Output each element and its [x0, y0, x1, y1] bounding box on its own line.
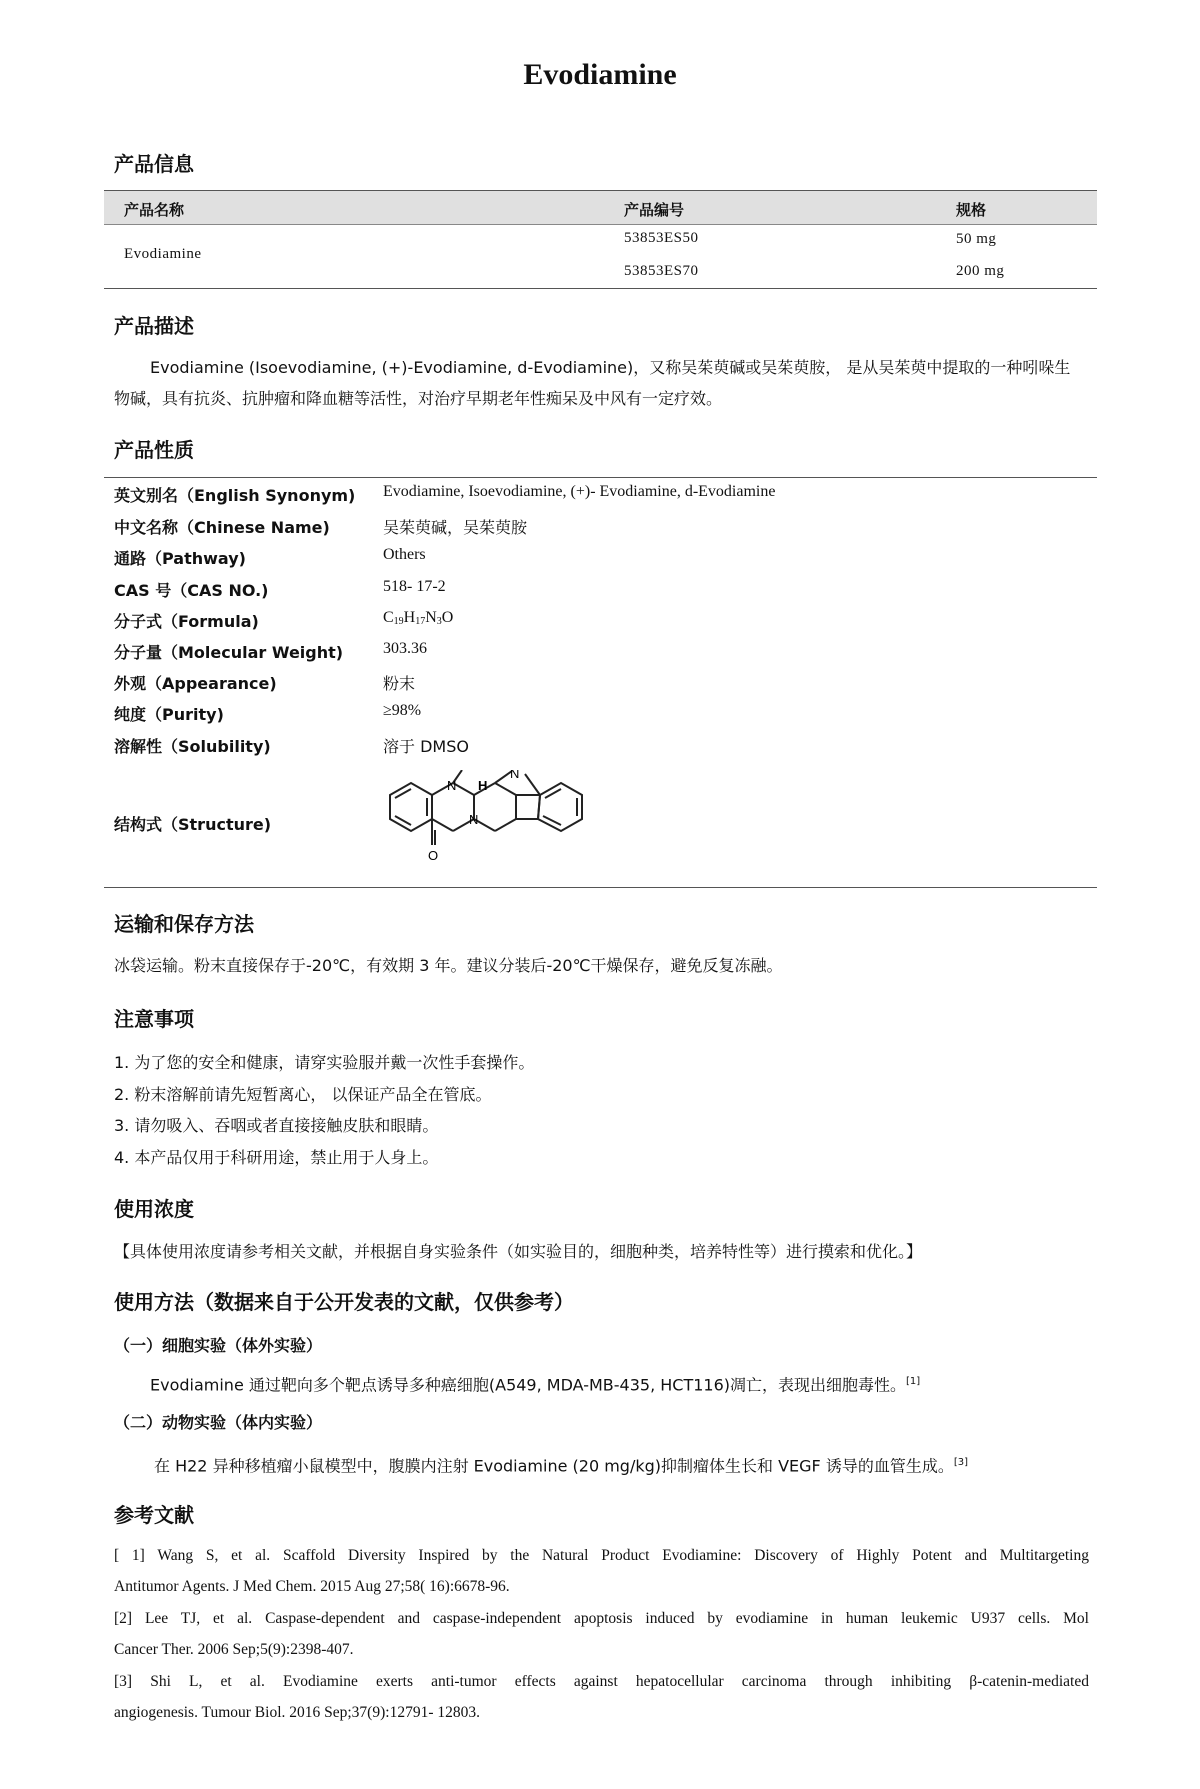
page-title: Evodiamine	[523, 58, 677, 91]
list-item: 1. 为了您的安全和健康，请穿实验服并戴一次性手套操作。	[114, 1053, 535, 1072]
properties-top-rule	[104, 477, 1097, 478]
property-value: Evodiamine, Isoevodiamine, (+)- Evodiamine, d-Evodiamine	[383, 483, 776, 500]
product-spec-cell: 50 mg	[956, 231, 997, 247]
reference-item: [2] Lee TJ, et al. Caspase-dependent and caspase-independent apoptosis induced by evodiamine in human leukemic U937 cells. Mol Cancer Ther. 2006 Sep;5(9):2398-407.	[114, 1610, 1089, 1658]
section-description-heading: 产品描述	[114, 314, 194, 338]
atom-label-n2: N	[469, 812, 479, 827]
section-method-heading: 使用方法（数据来自于公开发表的文献，仅供参考）	[114, 1290, 574, 1314]
section-concentration-heading: 使用浓度	[114, 1197, 194, 1221]
property-value: 303.36	[383, 640, 427, 657]
property-value: 溶于 DMSO	[383, 737, 469, 756]
table-bottom-rule	[104, 288, 1097, 289]
property-label: CAS 号（CAS NO.)	[114, 581, 269, 600]
property-label: 英文别名（English Synonym)	[114, 486, 356, 505]
atom-label-o: O	[428, 848, 439, 863]
section-shipping-heading: 运输和保存方法	[114, 912, 254, 936]
product-code-cell: 53853ES70	[624, 263, 699, 279]
animal-experiment-title: （二）动物实验（体内实验）	[114, 1413, 323, 1432]
property-value: ≥98%	[383, 702, 422, 719]
list-item: 3. 请勿吸入、吞咽或者直接接触皮肤和眼睛。	[114, 1116, 439, 1135]
property-label: 纯度（Purity)	[114, 705, 224, 724]
list-item: 4. 本产品仅用于科研用途，禁止用于人身上。	[114, 1148, 439, 1167]
citation-3: [3]	[953, 1457, 969, 1468]
citation-1: [1]	[906, 1376, 921, 1387]
section-references-heading: 参考文献	[114, 1503, 194, 1527]
atom-label-h: H	[478, 778, 488, 793]
description-line-1: Evodiamine (Isoevodiamine, (+)-Evodiamine, d-Evodiamine)，又称吴茱萸碱或吴茱萸胺， 是从吴茱萸中提取的一种吲哚生	[150, 358, 1071, 377]
property-label: 溶解性（Solubility)	[114, 737, 271, 756]
property-label: 通路（Pathway)	[114, 549, 246, 568]
shipping-text: 冰袋运输。粉末直接保存于-20℃，有效期 3 年。建议分装后-20℃干燥保存，避免反复冻融。	[114, 956, 783, 975]
property-value: 吴茱萸碱，吴茱萸胺	[383, 520, 528, 537]
list-item: 2. 粉末溶解前请先短暂离心， 以保证产品全在管底。	[114, 1085, 492, 1104]
product-name-cell: Evodiamine	[124, 246, 202, 262]
section-properties-heading: 产品性质	[114, 438, 194, 462]
header-spec: 规格	[956, 201, 987, 219]
reference-item: [3] Shi L, et al. Evodiamine exerts anti-tumor effects against hepatocellular carcinoma through inhibiting β-catenin-mediated angiogenesis. Tumour Biol. 2016 Sep;37(9):12791- 12803.	[114, 1673, 1089, 1721]
atom-label-n-methyl: N	[447, 778, 457, 793]
property-label: 分子式（Formula)	[114, 612, 259, 631]
product-table-header	[104, 190, 1097, 225]
product-code-cell: 53853ES50	[624, 230, 699, 246]
structure-diagram	[380, 770, 620, 882]
reference-item: [ 1] Wang S, et al. Scaffold Diversity Inspired by the Natural Product Evodiamine: Discovery of Highly Potent and Multitargeting Antitumor Agents. J Med Chem. 2015 Aug 27;58( 16):6678-96.	[114, 1547, 1089, 1595]
header-product-code: 产品编号	[624, 201, 685, 219]
concentration-text: 【具体使用浓度请参考相关文献，并根据自身实验条件（如实验目的，细胞种类，培养特性等）进行摸索和优化。】	[114, 1242, 923, 1261]
property-value: Others	[383, 546, 426, 563]
atom-label-nh-h	[512, 770, 520, 771]
property-label: 外观（Appearance)	[114, 674, 277, 693]
cell-experiment-text: Evodiamine 通过靶向多个靶点诱导多种癌细胞(A549, MDA-MB-435, HCT116)凋亡，表现出细胞毒性。[1]	[150, 1375, 921, 1395]
section-product-info-heading: 产品信息	[114, 152, 194, 176]
cell-experiment-title: （一）细胞实验（体外实验）	[114, 1336, 323, 1355]
property-label: 结构式（Structure)	[114, 815, 272, 834]
section-notes-heading: 注意事项	[114, 1007, 194, 1031]
benzene-ring-left	[390, 783, 432, 831]
product-spec-cell: 200 mg	[956, 263, 1005, 279]
property-label: 分子量（Molecular Weight)	[114, 643, 344, 662]
header-product-name: 产品名称	[124, 201, 185, 219]
property-label: 中文名称（Chinese Name)	[114, 518, 330, 537]
property-value: 粉末	[383, 674, 416, 693]
description-line-2: 物碱，具有抗炎、抗肿瘤和降血糖等活性，对治疗早期老年性痴呆及中风有一定疗效。	[114, 389, 723, 408]
atom-label-nh: N	[510, 770, 520, 781]
animal-experiment-text: 在 H22 异种移植瘤小鼠模型中，腹膜内注射 Evodiamine (20 mg/kg)抑制瘤体生长和 VEGF 诱导的血管生成。[3]	[154, 1456, 969, 1476]
property-value: 518- 17-2	[383, 578, 446, 595]
formula-value: $C_{19}H_{17}N_3O$	[383, 609, 454, 627]
properties-bottom-rule	[104, 887, 1097, 888]
